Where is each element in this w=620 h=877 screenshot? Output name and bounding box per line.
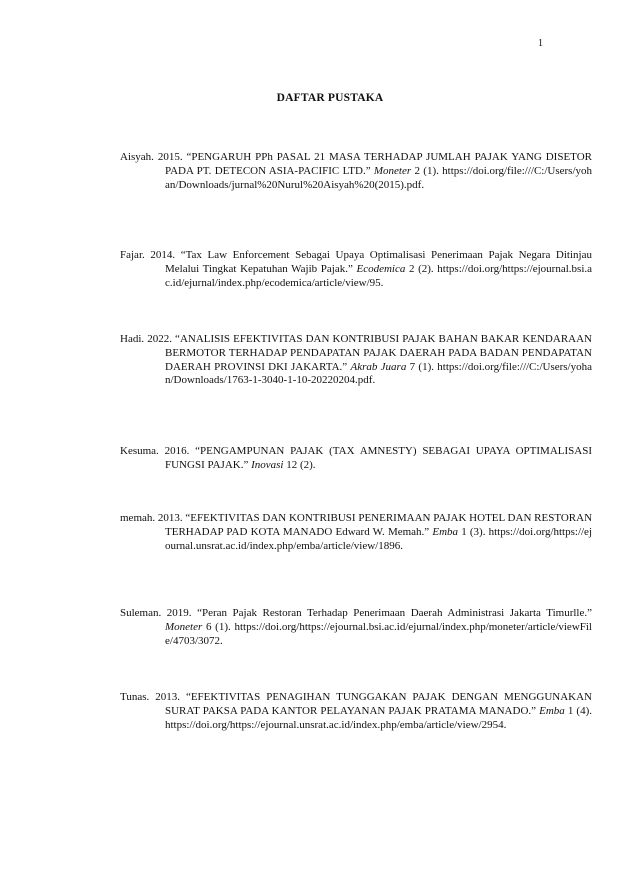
- journal-name: Emba: [432, 525, 459, 538]
- volume-issue: 2 (1).: [411, 164, 443, 177]
- journal-name: Inovasi: [251, 458, 284, 471]
- journal-name: Moneter: [373, 164, 412, 177]
- doi-link[interactable]: https://doi.org/file:///C:/Users/yohan/Downloads/1763-1-3040-1-10-20220204.pdf.: [165, 360, 592, 387]
- reference-entry: [120, 607, 592, 648]
- reference-entry: [120, 333, 592, 388]
- reference-text: Fajar. 2014. “Tax Law Enforcement Sebagai Upaya Optimalisasi Penerimaan Pajak Negara Ditinjau Melalui Tingkat Kepatuhan Wajib Pajak.”: [120, 249, 592, 275]
- journal-name: Ecodemica: [356, 262, 406, 275]
- volume-issue: 12 (2).: [283, 458, 316, 471]
- reference-entry: [120, 249, 592, 290]
- journal-name: Akrab Juara: [350, 360, 407, 373]
- reference-text: Hadi. 2022. “ANALISIS EFEKTIVITAS DAN KONTRIBUSI PAJAK BAHAN BAKAR KENDARAAN BERMOTOR TERHADAP PENDAPATAN PAJAK DAERAH PADA BADAN PENDAPATAN DAERAH PROVINSI DKI JAKARTA.”: [120, 333, 592, 373]
- doi-link[interactable]: https://doi.org/https://ejournal.unsrat.ac.id/index.php/emba/article/view/1896.: [165, 525, 592, 552]
- reference-text: Tunas. 2013. “EFEKTIVITAS PENAGIHAN TUNGGAKAN PAJAK DENGAN MENGGUNAKAN SURAT PAKSA PADA KANTOR PELAYANAN PAJAK PRATAMA MANADO.”: [120, 691, 592, 717]
- journal-name: Moneter: [165, 620, 203, 633]
- volume-issue: 6 (1).: [202, 620, 235, 633]
- reference-text: memah. 2013. “EFEKTIVITAS DAN KONTRIBUSI PENERIMAAN PAJAK HOTEL DAN RESTORAN TERHADAP PAD KOTA MANADO Edward W. Memah.”: [120, 512, 593, 538]
- doi-link[interactable]: https://doi.org/file:///C:/Users/yohan/Downloads/jurnal%20Nurul%20Aisyah%20(2015).pdf.: [165, 164, 592, 191]
- doi-link[interactable]: https://doi.org/https://ejournal.bsi.ac.id/ejurnal/index.php/ecodemica/article/view/95.: [165, 262, 593, 289]
- reference-entry: [120, 512, 592, 553]
- doi-link[interactable]: https://doi.org/https://ejournal.unsrat.ac.id/index.php/emba/article/view/2954.: [165, 718, 507, 731]
- page-number: 1: [538, 38, 543, 49]
- reference-entry: [120, 151, 592, 192]
- reference-text: Kesuma. 2016. “PENGAMPUNAN PAJAK (TAX AMNESTY) SEBAGAI UPAYA OPTIMALISASI FUNGSI PAJAK.”: [120, 445, 592, 471]
- doi-link[interactable]: https://doi.org/https://ejournal.bsi.ac.id/ejurnal/index.php/moneter/article/viewFile/4703/3072.: [165, 620, 592, 647]
- page-title: DAFTAR PUSTAKA: [276, 92, 384, 104]
- reference-text: Suleman. 2019. “Peran Pajak Restoran Terhadap Penerimaan Daerah Administrasi Jakarta Timurlle.”: [120, 607, 592, 619]
- volume-issue: 1 (3).: [458, 525, 489, 538]
- reference-entry: [120, 691, 592, 732]
- volume-issue: 2 (2).: [405, 262, 438, 275]
- reference-text: Aisyah. 2015. “PENGARUH PPh PASAL 21 MASA TERHADAP JUMLAH PAJAK YANG DISETOR PADA PT. DETECON ASIA-PACIFIC LTD.”: [120, 151, 592, 177]
- journal-name: Emba: [539, 704, 565, 717]
- volume-issue: 7 (1).: [406, 360, 438, 373]
- reference-entry: [120, 445, 592, 473]
- volume-issue: 1 (4).: [564, 704, 592, 717]
